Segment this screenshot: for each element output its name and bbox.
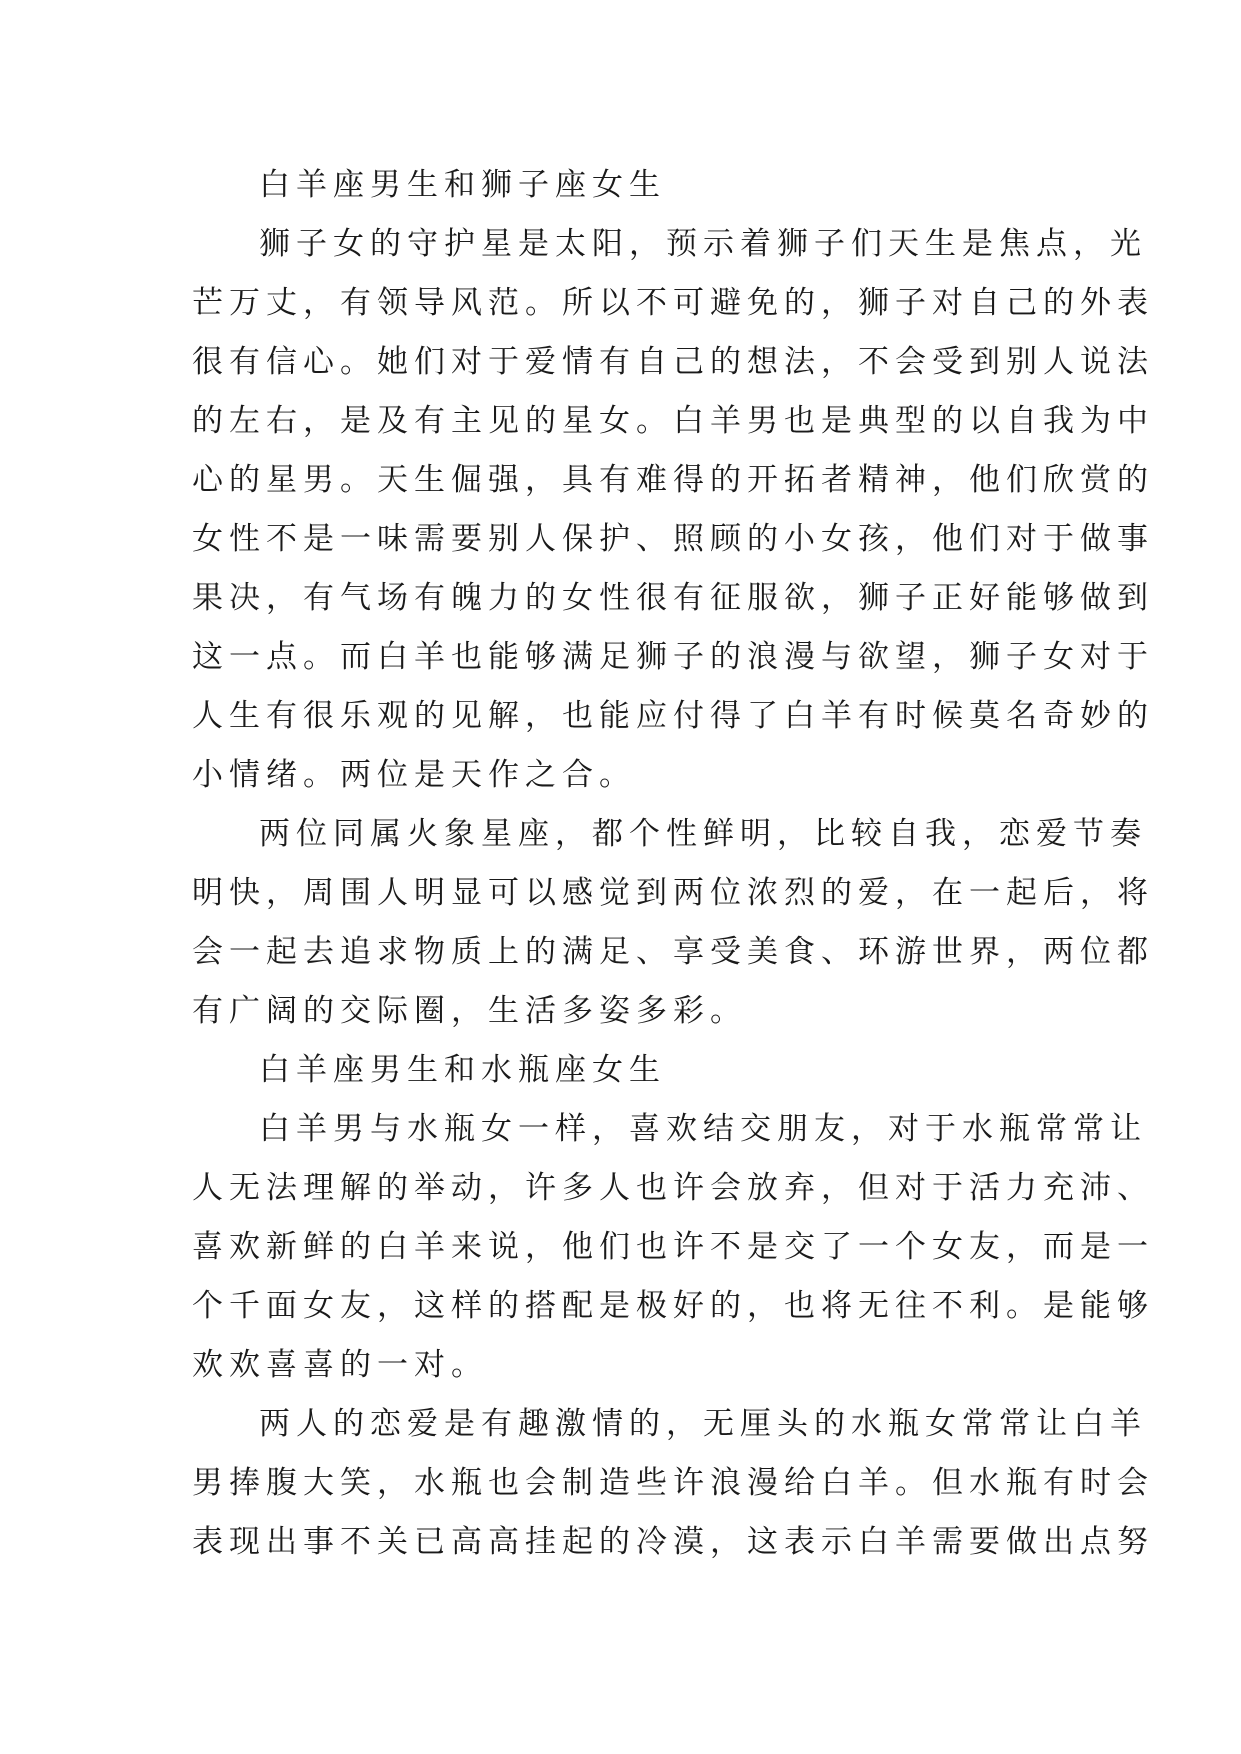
paragraph-line: 喜欢新鲜的白羊来说，他们也许不是交了一个女友，而是一 (192, 1229, 1154, 1265)
paragraph-line: 果决，有气场有魄力的女性很有征服欲，狮子正好能够做到 (192, 580, 1154, 616)
paragraph-line: 狮子女的守护星是太阳，预示着狮子们天生是焦点，光 (259, 226, 1147, 262)
section-heading-aquarius (192, 1041, 1092, 1100)
paragraph-line: 的左右，是及有主见的星女。白羊男也是典型的以自我为中 (192, 403, 1154, 439)
paragraph-line: 这一点。而白羊也能够满足狮子的浪漫与欲望，狮子女对于 (192, 639, 1154, 675)
paragraph-leo-romance (192, 805, 1154, 1041)
paragraph-line: 会一起去追求物质上的满足、享受美食、环游世界，两位都 (192, 934, 1154, 970)
paragraph-line: 两人的恋爱是有趣激情的，无厘头的水瓶女常常让白羊 (259, 1406, 1147, 1442)
paragraph-line: 个千面女友，这样的搭配是极好的，也将无往不利。是能够 (192, 1288, 1154, 1324)
document-body (192, 156, 1154, 1572)
section-heading-leo (192, 156, 1092, 215)
paragraph-line: 人生有很乐观的见解，也能应付得了白羊有时候莫名奇妙的 (192, 698, 1154, 734)
paragraph-line: 明快，周围人明显可以感觉到两位浓烈的爱，在一起后，将 (192, 875, 1154, 911)
paragraph-aquarius-traits (192, 1100, 1154, 1395)
paragraph-line: 心的星男。天生倔强，具有难得的开拓者精神，他们欣赏的 (192, 462, 1154, 498)
heading-line: 白羊座男生和狮子座女生 (259, 167, 666, 203)
paragraph-line: 有广阔的交际圈，生活多姿多彩。 (192, 993, 747, 1029)
paragraph-line: 两位同属火象星座，都个性鲜明，比较自我，恋爱节奏 (259, 816, 1147, 852)
paragraph-line: 白羊男与水瓶女一样，喜欢结交朋友，对于水瓶常常让 (259, 1111, 1147, 1147)
paragraph-line: 芒万丈，有领导风范。所以不可避免的，狮子对自己的外表 (192, 285, 1154, 321)
paragraph-line: 小情绪。两位是天作之合。 (192, 757, 636, 793)
heading-line: 白羊座男生和水瓶座女生 (259, 1052, 666, 1088)
paragraph-line: 很有信心。她们对于爱情有自己的想法，不会受到别人说法 (192, 344, 1154, 380)
paragraph-aquarius-romance (192, 1395, 1154, 1572)
paragraph-line: 表现出事不关已高高挂起的冷漠，这表示白羊需要做出点努 (192, 1524, 1154, 1560)
paragraph-leo-traits (192, 215, 1154, 805)
paragraph-line: 人无法理解的举动，许多人也许会放弃，但对于活力充沛、 (192, 1170, 1154, 1206)
paragraph-line: 欢欢喜喜的一对。 (192, 1347, 488, 1383)
paragraph-line: 男捧腹大笑，水瓶也会制造些许浪漫给白羊。但水瓶有时会 (192, 1465, 1154, 1501)
paragraph-line: 女性不是一味需要别人保护、照顾的小女孩，他们对于做事 (192, 521, 1154, 557)
